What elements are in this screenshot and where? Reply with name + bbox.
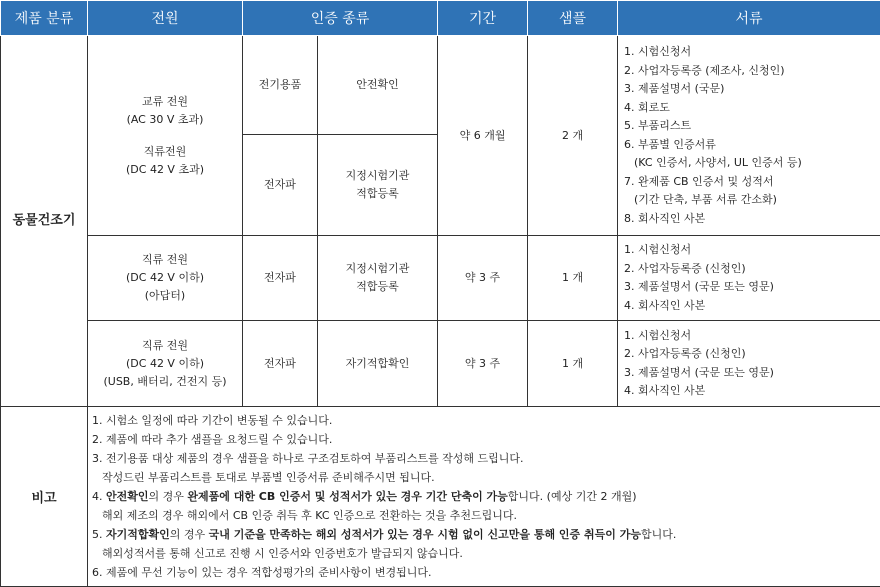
remark-item: 6. 제품에 무선 기능이 있는 경우 적합성평가의 준비사항이 변경됩니다. — [92, 563, 876, 582]
power-line: (AC 30 V 초과) — [88, 111, 242, 129]
cert-kind-cell: 안전확인 — [318, 36, 438, 135]
header-cert-type: 인증 종류 — [243, 1, 438, 36]
remark-emphasis: 안전확인 — [106, 490, 149, 503]
doc-item: 1. 시험신청서 — [624, 327, 874, 346]
header-sample: 샘플 — [528, 1, 618, 36]
table-row — [1, 321, 880, 407]
remark-item: 해외 제조의 경우 해외에서 CB 인증 취득 후 KC 인증으로 전환하는 것을 추천드립니다. — [92, 506, 876, 525]
remark-emphasis: 국내 기준을 만족하는 해외 성적서가 있는 경우 시험 없이 신고만을 통해 인증 취득이 가능 — [209, 528, 641, 541]
remarks-label: 비고 — [1, 407, 88, 587]
power-line: (USB, 배터리, 건전지 등) — [88, 373, 242, 391]
doc-item: 3. 제품설명서 (국문 또는 영문) — [624, 278, 874, 297]
documents-cell — [618, 236, 880, 321]
cert-type-cell: 전자파 — [243, 321, 318, 407]
remark-item — [92, 487, 876, 506]
cert-kind-cell — [318, 236, 438, 321]
doc-item: 2. 사업자등록증 (신청인) — [624, 260, 874, 279]
remark-item: 작성드린 부품리스트를 토대로 부품별 인증서류 준비해주시면 됩니다. — [92, 468, 876, 487]
remarks-cell — [88, 407, 880, 587]
remark-text: 합니다. (예상 기간 2 개월) — [508, 490, 637, 503]
doc-item: 1. 시험신청서 — [624, 241, 874, 260]
doc-item: (KC 인증서, 사양서, UL 인증서 등) — [624, 154, 874, 173]
period-cell: 약 3 주 — [438, 321, 528, 407]
cert-type-cell: 전기용품 — [243, 36, 318, 135]
cert-kind-line: 지정시험기관 — [318, 260, 437, 278]
header-power: 전원 — [88, 1, 243, 36]
power-cell — [88, 321, 243, 407]
remark-text: 합니다. — [641, 528, 676, 541]
doc-item: 7. 완제품 CB 인증서 및 성적서 — [624, 173, 874, 192]
remark-text: 의 경우 — [149, 490, 188, 503]
power-cell — [88, 36, 243, 236]
doc-item: 2. 사업자등록증 (제조사, 신청인) — [624, 62, 874, 81]
period-cell: 약 3 주 — [438, 236, 528, 321]
remark-item: 1. 시험소 일정에 따라 기간이 변동될 수 있습니다. — [92, 411, 876, 430]
remarks-row — [1, 407, 880, 587]
doc-item: (기간 단축, 부품 서류 간소화) — [624, 191, 874, 210]
remark-item — [92, 525, 876, 544]
cert-kind-line: 적합등록 — [318, 185, 437, 203]
remark-item: 2. 제품에 따라 추가 샘플을 요청드릴 수 있습니다. — [92, 430, 876, 449]
power-line: (DC 42 V 초과) — [88, 161, 242, 179]
sample-cell: 1 개 — [528, 236, 618, 321]
sample-cell: 1 개 — [528, 321, 618, 407]
power-line: 직류 전원 — [88, 337, 242, 355]
cert-kind-line: 적합등록 — [318, 278, 437, 296]
doc-item: 4. 회사직인 사본 — [624, 382, 874, 401]
power-line: 직류 전원 — [88, 251, 242, 269]
remark-item: 해외성적서를 통해 신고로 진행 시 인증서와 인증번호가 발급되지 않습니다. — [92, 544, 876, 563]
sample-cell: 2 개 — [528, 36, 618, 236]
doc-item: 4. 회로도 — [624, 99, 874, 118]
doc-item: 2. 사업자등록증 (신청인) — [624, 345, 874, 364]
header-category: 제품 분류 — [1, 1, 88, 36]
remark-text: 의 경우 — [170, 528, 209, 541]
power-line — [88, 129, 242, 143]
power-line: (DC 42 V 이하) — [88, 269, 242, 287]
doc-item: 1. 시험신청서 — [624, 43, 874, 62]
remark-emphasis: 완제품에 대한 CB 인증서 및 성적서가 있는 경우 기간 단축이 가능 — [187, 490, 507, 503]
remark-text: 4. — [92, 490, 106, 503]
documents-cell — [618, 321, 880, 407]
remark-text: 5. — [92, 528, 106, 541]
doc-item: 5. 부품리스트 — [624, 117, 874, 136]
power-line: (아답터) — [88, 287, 242, 305]
cert-kind-cell: 자기적합확인 — [318, 321, 438, 407]
header-row — [1, 1, 880, 36]
doc-item: 4. 회사직인 사본 — [624, 297, 874, 316]
power-line: 직류전원 — [88, 143, 242, 161]
cert-kind-line: 지정시험기관 — [318, 167, 437, 185]
documents-cell — [618, 36, 880, 236]
doc-item: 3. 제품설명서 (국문) — [624, 80, 874, 99]
power-line: 교류 전원 — [88, 93, 242, 111]
doc-item: 3. 제품설명서 (국문 또는 영문) — [624, 364, 874, 383]
table-row — [1, 236, 880, 321]
power-cell — [88, 236, 243, 321]
product-category: 동물건조기 — [1, 36, 88, 407]
doc-item: 6. 부품별 인증서류 — [624, 136, 874, 155]
power-line: (DC 42 V 이하) — [88, 355, 242, 373]
cert-kind-cell — [318, 135, 438, 236]
doc-item: 8. 회사직인 사본 — [624, 210, 874, 229]
table-row — [1, 36, 880, 135]
header-period: 기간 — [438, 1, 528, 36]
remark-item: 3. 전기용품 대상 제품의 경우 샘플을 하나로 구조검토하여 부품리스트를 작성해 드립니다. — [92, 449, 876, 468]
cert-type-cell: 전자파 — [243, 236, 318, 321]
period-cell: 약 6 개월 — [438, 36, 528, 236]
header-documents: 서류 — [618, 1, 880, 36]
remark-emphasis: 자기적합확인 — [106, 528, 170, 541]
cert-type-cell: 전자파 — [243, 135, 318, 236]
